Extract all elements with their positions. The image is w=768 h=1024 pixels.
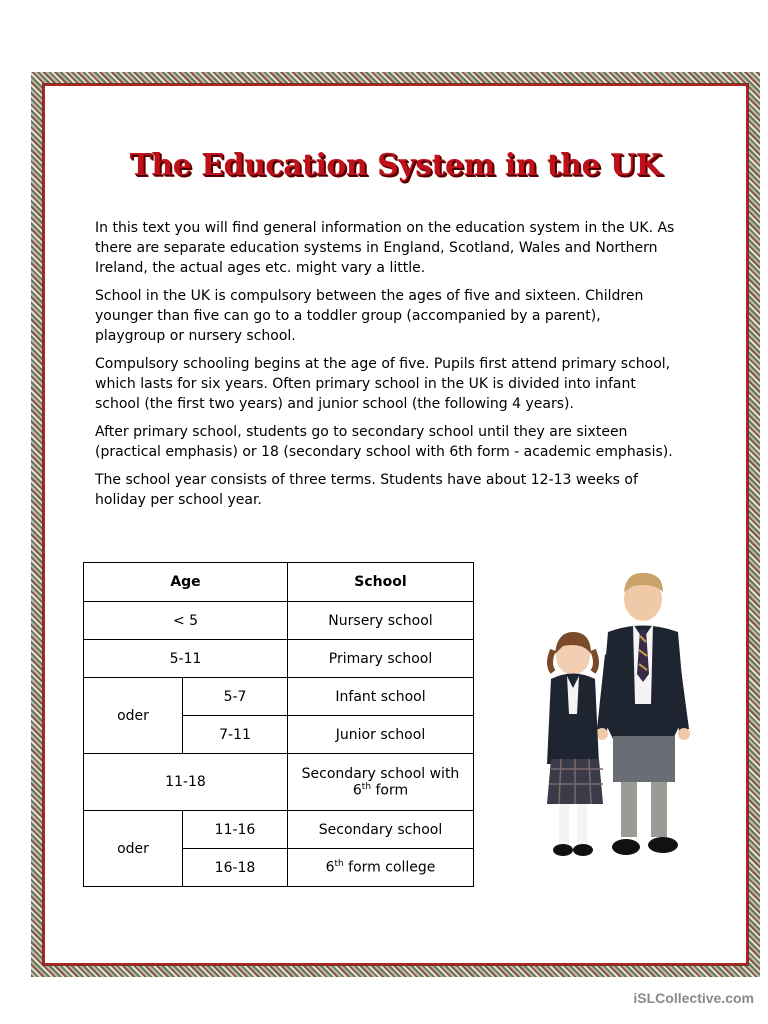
age-cell: 11-16 bbox=[183, 811, 288, 849]
table-row bbox=[84, 754, 474, 811]
paragraph: In this text you will find general information on the education system in the UK. As there are separate education systems in England, Scotland, Wales and Northern Ireland, the actual ages etc. might vary a little. bbox=[95, 220, 675, 276]
page-content bbox=[43, 84, 748, 965]
group-label-cell: oder bbox=[84, 678, 183, 754]
age-cell: 7-11 bbox=[183, 716, 288, 754]
table-row bbox=[84, 602, 474, 640]
boy-figure bbox=[596, 573, 690, 855]
school-cell: Secondary school bbox=[288, 811, 474, 849]
age-cell: 5-7 bbox=[183, 678, 288, 716]
paragraph: The school year consists of three terms. Students have about 12-13 weeks of holiday per school year. bbox=[95, 472, 638, 508]
paragraph: Compulsory schooling begins at the age of five. Pupils first attend primary school, which lasts for six years. Often primary school in the UK is divided into infant school (the first two years) and junior school (the following 4 years). bbox=[95, 356, 671, 412]
school-cell: Junior school bbox=[288, 716, 474, 754]
age-header: Age bbox=[84, 563, 288, 602]
school-cell: Nursery school bbox=[288, 602, 474, 640]
table-header-row bbox=[84, 563, 474, 602]
watermark: iSLCollective.com bbox=[633, 990, 754, 1006]
girl-figure bbox=[547, 632, 603, 856]
table-row bbox=[84, 811, 474, 849]
table-row bbox=[84, 678, 474, 716]
body-text bbox=[95, 218, 675, 518]
education-table bbox=[83, 562, 474, 887]
paragraph: School in the UK is compulsory between the ages of five and sixteen. Children younger than five can go to a toddler group (accompanied by a parent), playgroup or nursery school. bbox=[95, 288, 644, 344]
decorative-frame bbox=[31, 72, 760, 977]
age-cell: 11-18 bbox=[84, 754, 288, 811]
school-cell: Infant school bbox=[288, 678, 474, 716]
school-children-photo bbox=[513, 564, 723, 874]
group-label-cell: oder bbox=[84, 811, 183, 887]
school-cell: Primary school bbox=[288, 640, 474, 678]
age-cell: < 5 bbox=[84, 602, 288, 640]
age-cell: 5-11 bbox=[84, 640, 288, 678]
paragraph: After primary school, students go to secondary school until they are sixteen (practical emphasis) or 18 (secondary school with 6th form - academic emphasis). bbox=[95, 424, 673, 460]
page-title: The Education System in the UK bbox=[129, 148, 662, 183]
table-row bbox=[84, 640, 474, 678]
school-cell: Secondary school with 6th form bbox=[288, 754, 474, 811]
age-cell: 16-18 bbox=[183, 849, 288, 887]
school-header: School bbox=[288, 563, 474, 602]
school-cell: 6th form college bbox=[288, 849, 474, 887]
